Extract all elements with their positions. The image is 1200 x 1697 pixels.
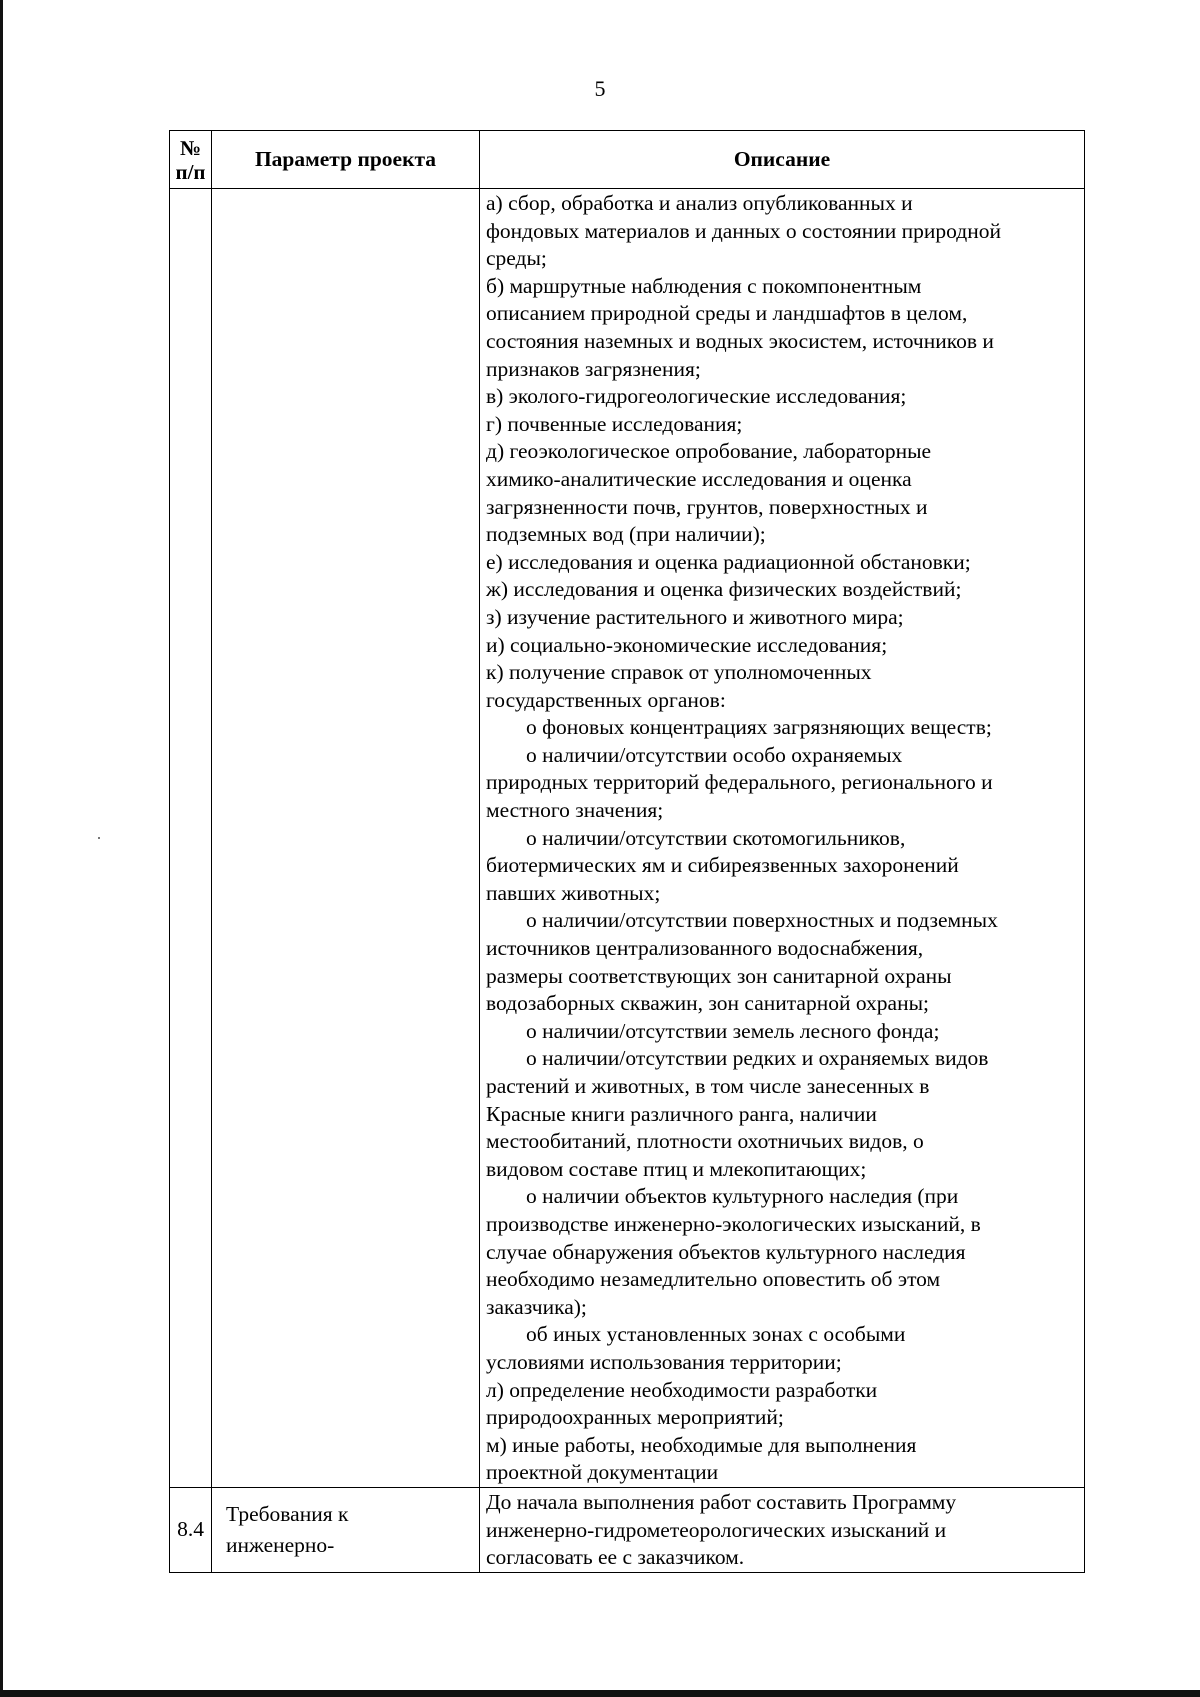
desc-line: заказчика);: [486, 1294, 587, 1319]
desc-line: о наличии/отсутствии поверхностных и подземных: [526, 908, 998, 933]
desc-line: согласовать ее с заказчиком.: [486, 1545, 745, 1570]
desc-line: производстве инженерно-экологических изысканий, в: [486, 1211, 981, 1236]
desc-line: источников централизованного водоснабжения,: [486, 936, 924, 961]
desc-line: условиями использования территории;: [486, 1349, 842, 1374]
desc-line: растений и животных, в том числе занесенных в: [486, 1074, 930, 1098]
desc-line: биотермических ям и сибиреязвенных захоронений: [486, 853, 959, 878]
desc-line: б) маршрутные наблюдения с покомпонентным: [486, 273, 922, 298]
desc-line: в) эколого-гидрогеологические исследования;: [486, 384, 907, 409]
row-description-cell: [480, 1487, 1085, 1572]
desc-line: необходимо незамедлительно оповестить об этом: [486, 1267, 941, 1292]
desc-line: местообитаний, плотности охотничьих видов, о: [486, 1129, 924, 1154]
desc-line: о наличии/отсутствии земель лесного фонда;: [526, 1018, 940, 1043]
desc-line: случае обнаружения объектов культурного наследия: [486, 1239, 966, 1264]
desc-line: е) исследования и оценка радиационной обстановки;: [486, 549, 971, 574]
desc-line: химико-аналитические исследования и оценка: [486, 466, 912, 491]
desc-line: м) иные работы, необходимые для выполнения: [486, 1432, 917, 1457]
desc-line: о наличии объектов культурного наследия (при: [526, 1184, 959, 1209]
row-number-cell: [170, 189, 212, 1488]
desc-line: водозаборных скважин, зон санитарной охраны;: [486, 991, 930, 1016]
project-parameters-table: [169, 130, 1085, 1573]
row-parameter-cell: [212, 1487, 480, 1572]
row-number-cell: 8.4: [170, 1487, 212, 1572]
desc-line: и) социально-экономические исследования;: [486, 632, 888, 657]
desc-line: а) сбор, обработка и анализ опубликованных и: [486, 191, 913, 215]
desc-line: павших животных;: [486, 880, 661, 905]
desc-line: среды;: [486, 246, 547, 271]
desc-line: состояния наземных и водных экосистем, источников и: [486, 328, 994, 353]
header-parameter: Параметр проекта: [212, 131, 480, 189]
desc-line: ж) исследования и оценка физических воздействий;: [486, 577, 962, 602]
desc-line: проектной документации: [486, 1460, 719, 1485]
desc-line: видовом составе птиц и млекопитающих;: [486, 1156, 867, 1181]
header-number: [170, 131, 212, 189]
desc-line: з) изучение растительного и животного мира;: [486, 604, 904, 629]
desc-line: описанием природной среды и ландшафтов в целом,: [486, 301, 968, 326]
desc-line: о наличии/отсутствии редких и охраняемых видов: [526, 1046, 989, 1071]
header-number-line2: п/п: [175, 159, 206, 184]
page-number: 5: [594, 76, 606, 101]
param-line: Требования к: [226, 1501, 349, 1526]
desc-line: о наличии/отсутствии особо охраняемых: [526, 742, 903, 767]
row-description-cell: [480, 189, 1085, 1488]
table-row: [170, 1487, 1085, 1572]
scan-edge-bottom: [0, 1690, 1200, 1697]
row-parameter-cell: [212, 189, 480, 1488]
desc-line: о фоновых концентрациях загрязняющих веществ;: [526, 715, 992, 740]
desc-line: Красные книги различного ранга, наличии: [486, 1101, 877, 1126]
table-header-row: [170, 131, 1085, 189]
table-row: [170, 189, 1085, 1488]
desc-line: До начала выполнения работ составить Программу: [486, 1489, 957, 1514]
desc-line: фондовых материалов и данных о состоянии природной: [486, 218, 1001, 243]
desc-line: о наличии/отсутствии скотомогильников,: [526, 825, 906, 850]
scan-edge-left: [0, 0, 3, 1697]
header-description: Описание: [480, 131, 1085, 189]
desc-line: к) получение справок от уполномоченных: [486, 660, 872, 685]
desc-line: загрязненности почв, грунтов, поверхностных и: [486, 494, 928, 519]
desc-line: подземных вод (при наличии);: [486, 522, 766, 547]
header-number-line1: №: [179, 135, 202, 160]
desc-line: г) почвенные исследования;: [486, 411, 743, 436]
desc-line: природных территорий федерального, регионального и: [486, 770, 993, 795]
desc-line: об иных установленных зонах с особыми: [526, 1322, 906, 1347]
desc-line: инженерно-гидрометеорологических изысканий и: [486, 1517, 947, 1542]
desc-line: л) определение необходимости разработки: [486, 1377, 878, 1402]
desc-line: местного значения;: [486, 798, 664, 823]
param-line: инженерно-: [226, 1532, 335, 1557]
desc-line: природоохранных мероприятий;: [486, 1405, 784, 1430]
desc-line: д) геоэкологическое опробование, лабораторные: [486, 439, 932, 464]
desc-line: признаков загрязнения;: [486, 356, 701, 381]
desc-line: размеры соответствующих зон санитарной охраны: [486, 963, 952, 988]
scan-speck: [98, 837, 100, 839]
desc-line: государственных органов:: [486, 687, 726, 712]
